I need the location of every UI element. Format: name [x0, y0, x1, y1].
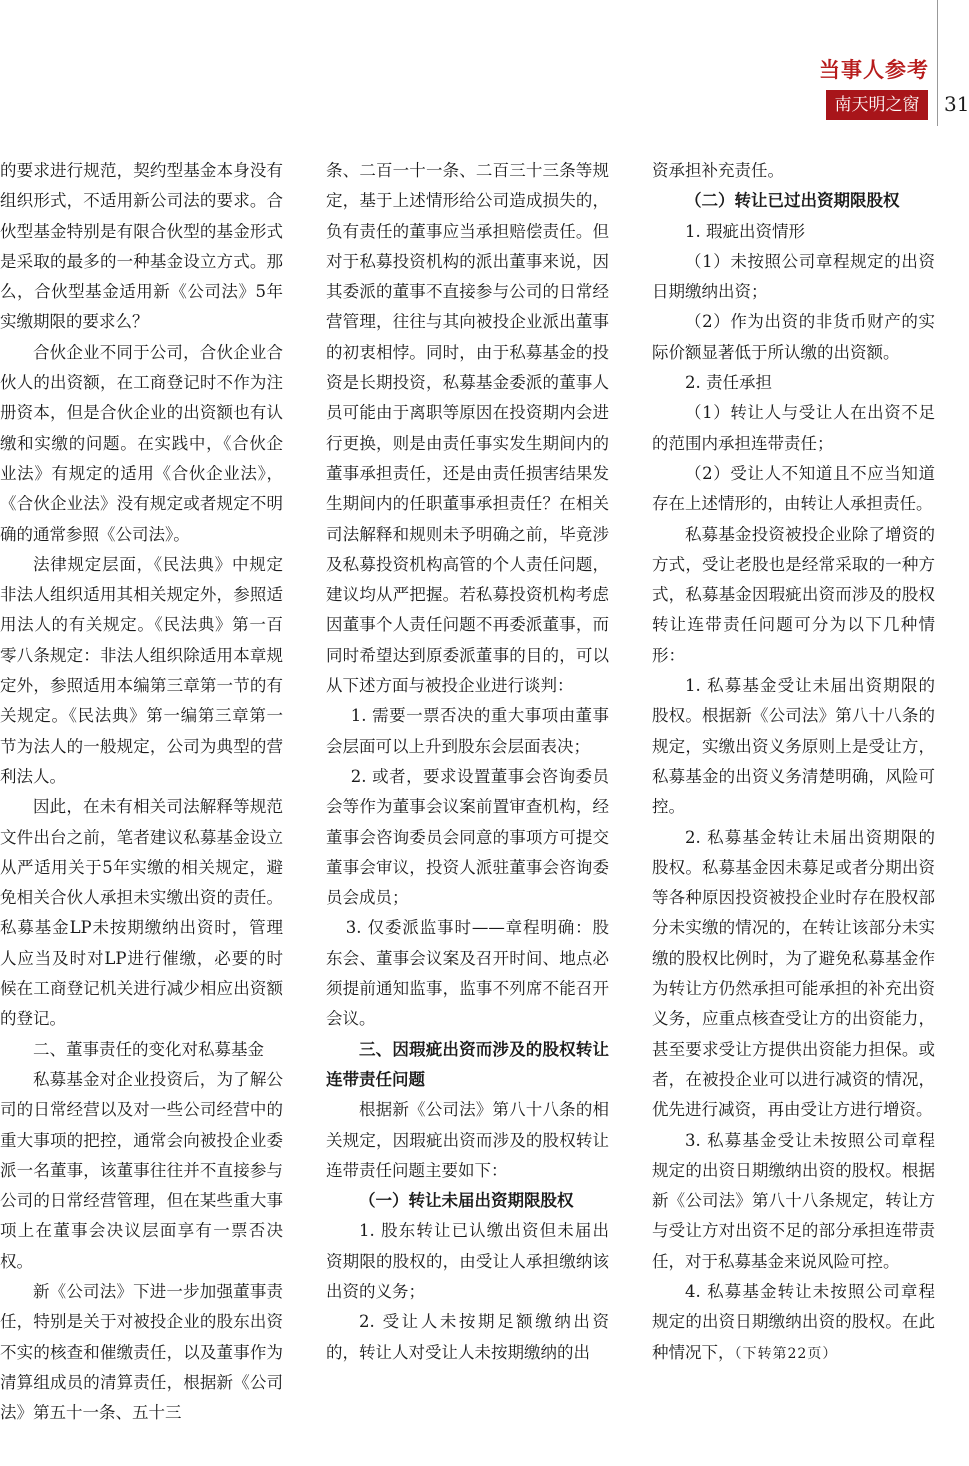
- text-column-3: [652, 156, 935, 1369]
- text-column-1: [0, 156, 283, 1428]
- list-item: 2. 或者，要求设置董事会咨询委员会等作为董事会议案前置审查机构，经董事会咨询委员会同意的事项方可提交董事会审议，投资人派驻董事会咨询委员会成员；: [326, 766, 609, 908]
- section-heading: 三、因瑕疵出资而涉及的股权转让连带责任问题: [326, 1039, 609, 1089]
- paragraph: 私募基金投资被投企业除了增资的方式，受让老股也是经常采取的一种方式，私募基金因瑕疵出资而涉及的股权转让连带责任问题可分为以下几种情形：: [652, 524, 935, 665]
- paragraph: 的要求进行规范，契约型基金本身没有组织形式，不适用新公司法的要求。合伙型基金特别是有限合伙型的基金形式是采取的最多的一种基金设立方式。那么，合伙型基金适用新《公司法》5年实缴期限的要求么？: [0, 161, 283, 332]
- column-title: 当事人参考: [819, 58, 929, 82]
- continued-note: （下转第22页）: [734, 1345, 838, 1362]
- subsection-heading: （一）转让未届出资期限股权: [359, 1191, 574, 1211]
- list-item: 2. 私募基金转让未届出资期限的股权。私募基金因未募足或者分期出资等各种原因投资被投企业时存在股权部分未实缴的情况的，在转让该部分未实缴的股权比例时，为了避免私募基金作为转让方仍然承担可能承担的补充出资义务，应重点核查受让方的出资能力，甚至要求受让方提供出资能力担保。或者，在被投企业可以进行减资的情况，优先进行减资，再由受让方进行增资。: [652, 827, 935, 1120]
- subsection-heading: 2. 责任承担: [685, 373, 772, 393]
- list-item: [652, 1277, 935, 1369]
- paragraph: 合伙企业不同于公司，合伙企业合伙人的出资额，在工商登记时不作为注册资本，但是合伙企业的出资额也有认缴和实缴的问题。在实践中，《合伙企业法》有规定的适用《合伙企业法》，《合伙企业法》没有规定或者规定不明确的通常参照《公司法》。: [0, 342, 283, 544]
- list-item: 1. 私募基金受让未届出资期限的股权。根据新《公司法》第八十八条的规定，实缴出资义务原则上是受让方，私募基金的出资义务清楚明确，风险可控。: [652, 676, 935, 817]
- paragraph: 条、二百一十一条、二百三十三条等规定，基于上述情形给公司造成损失的，负有责任的董事应当承担赔偿责任。但对于私募投资机构的派出董事来说，因其委派的董事不直接参与公司的日常经营管理，往往与其向被投企业派出董事的初衷相悖。同时，由于私募基金的投资是长期投资，私募基金委派的董事人员可能由于离职等原因在投资期内会进行更换，则是由责任事实发生期间内的董事承担责任，还是由责任损害结果发生期间内的任职董事承担责任？在相关司法解释和规则未予明确之前，毕竟涉及私募投资机构高管的个人责任问题，建议均从严把握。若私募投资机构考虑因董事个人责任问题不再委派董事，而同时希望达到原委派董事的目的，可以从下述方面与被投企业进行谈判：: [326, 161, 609, 696]
- text-column-2: [326, 156, 609, 1368]
- paragraph: 根据新《公司法》第八十八条的相关规定，因瑕疵出资而涉及的股权转让连带责任问题主要如下：: [326, 1100, 609, 1180]
- paragraph-text: 4. 私募基金转让未按照公司章程规定的出资日期缴纳出资的股权。在此种情况下，: [652, 1281, 935, 1362]
- list-item: （2）作为出资的非货币财产的实际价额显著低于所认缴的出资额。: [652, 312, 935, 362]
- list-item: 3. 仅委派监事时——章程明确：股东会、董事会议案及召开时间、地点必须提前通知监事，监事不列席不能召开会议。: [326, 918, 609, 1029]
- column-badge: 南天明之窗: [826, 90, 928, 120]
- paragraph: 资承担补充责任。: [652, 161, 784, 180]
- subsection-heading: 1. 瑕疵出资情形: [685, 221, 805, 241]
- section-heading: 二、董事责任的变化对私募基金: [33, 1039, 264, 1059]
- header-divider: [937, 0, 938, 126]
- subsection-heading: （二）转让已过出资期限股权: [685, 191, 900, 211]
- list-item: （2）受让人不知道且不应当知道存在上述情形的，由转让人承担责任。: [652, 463, 935, 514]
- paragraph: 私募基金对企业投资后，为了解公司的日常经营以及对一些公司经营中的重大事项的把控，通常会向被投企业委派一名董事，该董事往往并不直接参与公司的日常经营管理，但在某些重大事项上在董事会决议层面享有一票否决权。: [0, 1069, 283, 1271]
- page-number: 31: [944, 92, 969, 116]
- list-item: 1. 股东转让已认缴出资但未届出资期限的股权的，由受让人承担缴纳该出资的义务；: [326, 1221, 609, 1301]
- list-item: 1. 需要一票否决的重大事项由董事会层面可以上升到股东会层面表决；: [326, 706, 609, 756]
- paragraph: 新《公司法》下进一步加强董事责任，特别是关于对被投企业的股东出资不实的核查和催缴责任，以及董事作为清算组成员的清算责任，根据新《公司法》第五十一条、五十三: [0, 1281, 283, 1423]
- list-item: 2. 受让人未按期足额缴纳出资的，转让人对受让人未按期缴纳的出: [326, 1312, 609, 1362]
- list-item: （1）未按照公司章程规定的出资日期缴纳出资；: [652, 251, 935, 302]
- paragraph: 法律规定层面，《民法典》中规定非法人组织适用其相关规定外，参照适用法人的有关规定。《民法典》第一百零八条规定：非法人组织除适用本章规定外，参照适用本编第三章第一节的有关规定。《民法典》第一编第三章第一节为法人的一般规定，公司为典型的营利法人。: [0, 554, 283, 786]
- paragraph: 因此，在未有相关司法解释等规范文件出台之前，笔者建议私募基金设立从严适用关于5年实缴的相关规定，避免相关合伙人承担未实缴出资的责任。私募基金LP未按期缴纳出资时，管理人应当及时对LP进行催缴，必要的时候在工商登记机关进行减少相应出资额的登记。: [0, 797, 283, 1029]
- list-item: （1）转让人与受让人在出资不足的范围内承担连带责任；: [652, 403, 935, 453]
- list-item: 3. 私募基金受让未按照公司章程规定的出资日期缴纳出资的股权。根据新《公司法》第八十八条规定，转让方与受让方对出资不足的部分承担连带责任，对于私募基金来说风险可控。: [652, 1130, 935, 1271]
